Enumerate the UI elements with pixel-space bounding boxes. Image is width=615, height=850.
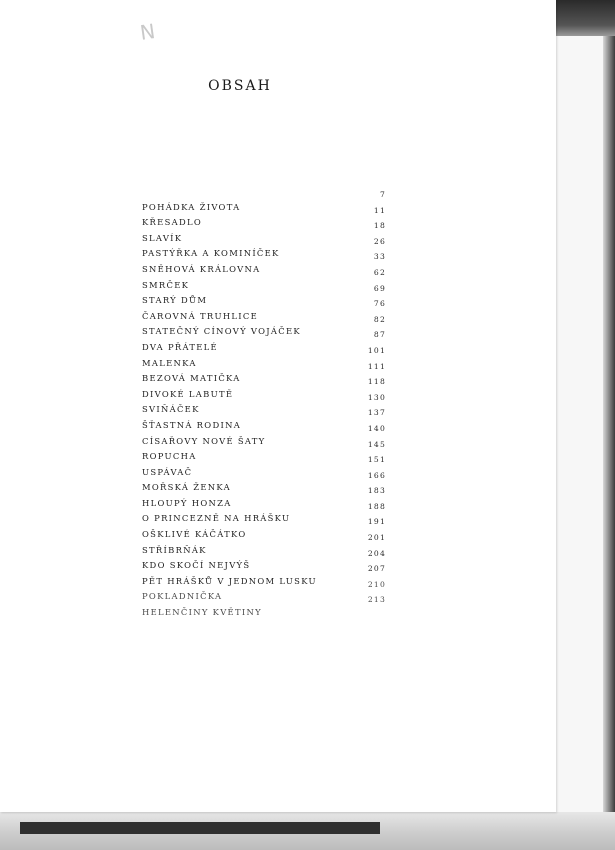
toc-entry-page-number: 82 xyxy=(373,314,386,324)
toc-entry-page-number: 188 xyxy=(367,501,386,511)
toc-entry-title: KDO SKOČÍ NEJVÝŠ xyxy=(142,560,251,571)
toc-entry-title: SLAVÍK xyxy=(142,232,183,243)
toc-entry-page-number: 191 xyxy=(367,517,386,527)
toc-entry-title: BEZOVÁ MATIČKA xyxy=(142,373,241,384)
toc-entry-page-number: 118 xyxy=(367,377,386,387)
toc-entry-page-number: 62 xyxy=(373,267,386,277)
toc-entry-page-number: 166 xyxy=(367,470,386,480)
pencil-mark: N xyxy=(138,18,157,45)
toc-entry-title: PASTÝŘKA A KOMINÍČEK xyxy=(142,248,280,259)
book-spine-edge xyxy=(603,36,615,850)
toc-entry-title: PĚT HRÁŠKŮ V JEDNOM LUSKU xyxy=(142,575,317,586)
table-of-contents xyxy=(142,190,390,618)
toc-entry-page-number: 111 xyxy=(367,361,386,371)
toc-entry-page-number: 140 xyxy=(367,423,386,433)
page-title: OBSAH xyxy=(208,78,272,94)
toc-entry-title: MOŘSKÁ ŽENKA xyxy=(142,482,231,493)
toc-entry-title: KŘESADLO xyxy=(142,217,203,228)
toc-entry-page-number: 145 xyxy=(367,439,386,449)
toc-entry-page-number: 11 xyxy=(373,205,386,215)
toc-entry-title: DIVOKÉ LABUTĚ xyxy=(142,388,234,399)
toc-entry-page-number: 7 xyxy=(379,190,386,199)
toc-entry-title: SNĚHOVÁ KRÁLOVNA xyxy=(142,263,261,274)
toc-entry-page-number: 183 xyxy=(367,486,386,496)
bottom-cover-edge xyxy=(20,822,380,834)
toc-entry-title: DVA PŘÁTELÉ xyxy=(142,341,218,352)
toc-entry-title: O PRINCEZNĚ NA HRÁŠKU xyxy=(142,513,291,524)
toc-entry-title: HELENČINY KVĚTINY xyxy=(142,607,262,618)
toc-entry-page-number: 26 xyxy=(373,236,386,246)
toc-entry-page-number: 207 xyxy=(367,564,386,574)
book-cover-edge xyxy=(548,0,615,36)
toc-entry-title: ROPUCHA xyxy=(142,451,197,462)
toc-entry-title: SVIŇÁČEK xyxy=(142,404,200,415)
toc-entry-title: ČAROVNÁ TRUHLICE xyxy=(142,310,259,321)
toc-entry-title: USPÁVAČ xyxy=(142,466,193,477)
toc-entry-title: POHÁDKA ŽIVOTA xyxy=(142,201,241,212)
toc-entry-page-number: 33 xyxy=(373,252,386,262)
toc-entry-page-number: 151 xyxy=(367,455,386,465)
toc-entry-title: ŠŤASTNÁ RODINA xyxy=(142,419,242,430)
toc-entry-page-number: 76 xyxy=(373,299,386,309)
toc-entry-page-number: 101 xyxy=(367,345,386,355)
toc-entry-page-number: 210 xyxy=(367,579,386,589)
toc-entry-page-number: 87 xyxy=(373,330,386,340)
toc-entry-page-number: 201 xyxy=(367,533,386,543)
toc-entry-title: CÍSAŘOVY NOVÉ ŠATY xyxy=(142,435,266,446)
toc-entry-title: HLOUPÝ HONZA xyxy=(142,497,232,508)
toc-entry-title: STŘÍBRŇÁK xyxy=(142,544,207,555)
toc-entry-title: POKLADNIČKA xyxy=(142,591,223,602)
toc-entry-title: STARÝ DŮM xyxy=(142,295,208,306)
toc-entry-page-number: 130 xyxy=(367,392,386,402)
toc-entry-title: MALENKA xyxy=(142,357,197,368)
toc-entry-title: STATEČNÝ CÍNOVÝ VOJÁČEK xyxy=(142,326,301,337)
toc-entry-page-number: 18 xyxy=(373,221,386,231)
toc-entry-title: SMRČEK xyxy=(142,279,190,290)
toc-entry xyxy=(142,190,390,212)
toc-entry-page-number: 69 xyxy=(373,283,386,293)
toc-entry-page-number: 213 xyxy=(367,595,386,605)
toc-entry-page-number: 137 xyxy=(367,408,386,418)
toc-entry-page-number: 204 xyxy=(367,548,386,558)
toc-entry-title: OŠKLIVÉ KÁČÁTKO xyxy=(142,529,247,540)
